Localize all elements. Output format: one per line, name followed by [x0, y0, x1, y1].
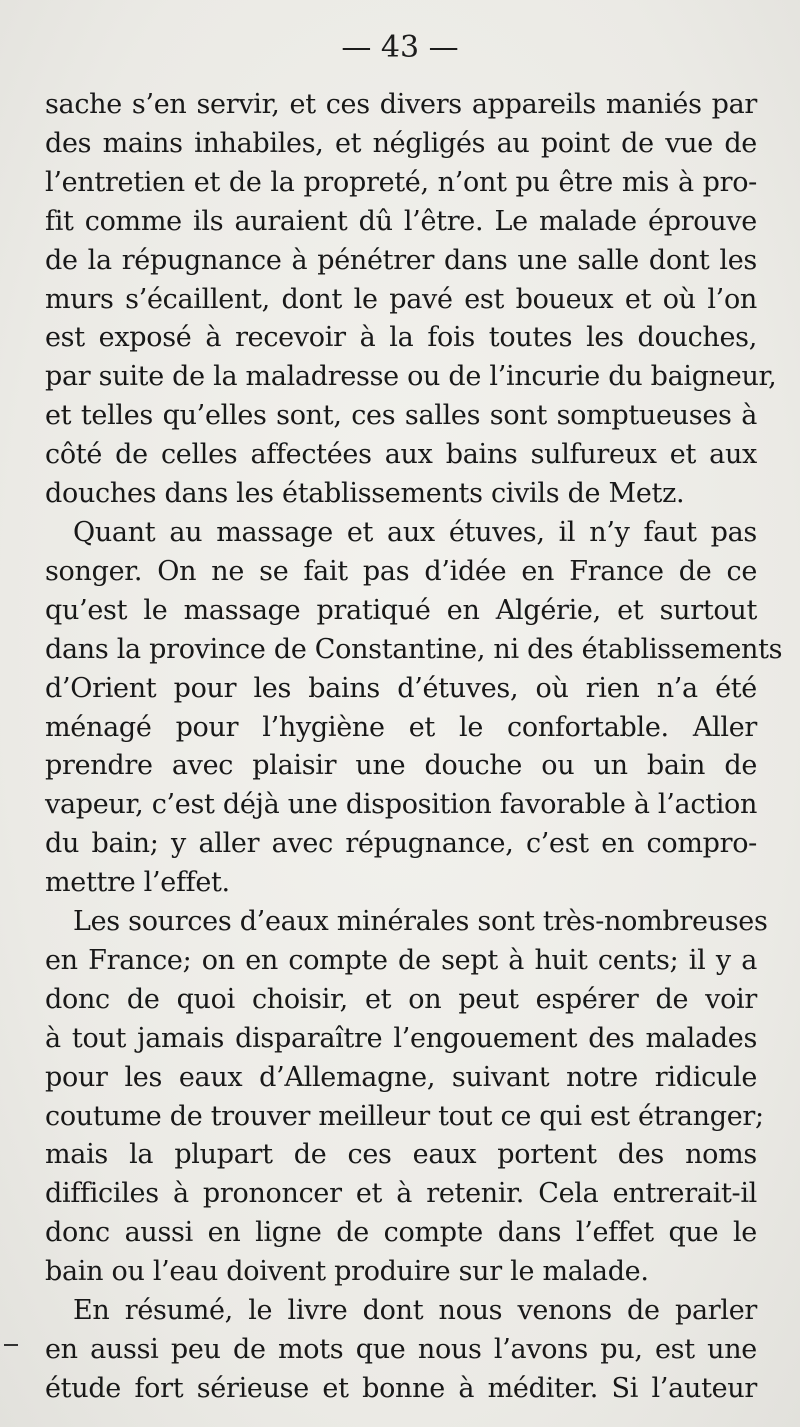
- text-line: des mains inhabiles, et négligés au point de vue de: [45, 127, 757, 159]
- text-line: du bain; y aller avec répugnance, c’est en compro-: [45, 828, 757, 860]
- text-line: douches dans les établissements civils de Metz.: [45, 478, 685, 510]
- text-line: mettre l’effet.: [45, 867, 230, 899]
- paragraph-1: [45, 86, 777, 514]
- text-line: d’Orient pour les bains d’étuves, où rien n’a été: [45, 672, 757, 704]
- text-line: Les sources d’eaux minérales sont très-nombreuses: [73, 906, 768, 938]
- text-line: pour les eaux d’Allemagne, suivant notre ridicule: [45, 1061, 757, 1093]
- paragraph-2: [45, 514, 783, 903]
- text-line: qu’est le massage pratiqué en Algérie, et surtout: [45, 594, 757, 626]
- text-line: est exposé à recevoir à la fois toutes les douches,: [45, 322, 757, 354]
- page-number: — 43 —: [341, 30, 459, 65]
- text-line: songer. On ne se fait pas d’idée en France de ce: [45, 555, 757, 587]
- text-line: En résumé, le livre dont nous venons de parler: [73, 1295, 757, 1327]
- text-line: ménagé pour l’hygiène et le confortable. Aller: [45, 711, 757, 743]
- margin-dash-mark: [4, 1344, 18, 1346]
- paragraph-3: [45, 903, 768, 1292]
- text-line: côté de celles affectées aux bains sulfureux et aux: [45, 439, 757, 471]
- text-line: bain ou l’eau doivent produire sur le malade.: [45, 1256, 649, 1288]
- text-line: en aussi peu de mots que nous l’avons pu, est une: [45, 1334, 757, 1365]
- text-line: et telles qu’elles sont, ces salles sont somptueuses à: [45, 400, 757, 432]
- text-line: mais la plupart de ces eaux portent des noms: [45, 1139, 757, 1171]
- text-line: coutume de trouver meilleur tout ce qui est étranger;: [45, 1100, 764, 1132]
- text-line: l’entretien et de la propreté, n’ont pu être mis à pro-: [45, 166, 757, 198]
- text-line: donc de quoi choisir, et on peut espérer de voir: [45, 983, 757, 1015]
- text-line: sache s’en servir, et ces divers appareils maniés par: [45, 89, 757, 120]
- text-line: par suite de la maladresse ou de l’incurie du baigneur,: [45, 361, 777, 393]
- text-line: de la répugnance à pénétrer dans une salle dont les: [45, 244, 757, 276]
- text-line: prendre avec plaisir une douche ou un bain de: [45, 750, 757, 782]
- text-line: vapeur, c’est déjà une disposition favorable à l’action: [45, 789, 758, 821]
- text-line: étude fort sérieuse et bonne à méditer. Si l’auteur: [45, 1372, 757, 1404]
- text-line: en France; on en compte de sept à huit cents; il y a: [45, 944, 757, 976]
- text-line: donc aussi en ligne de compte dans l’effet que le: [45, 1217, 757, 1249]
- text-line: Quant au massage et aux étuves, il n’y faut pas: [73, 516, 757, 548]
- text-line: fit comme ils auraient dû l’être. Le malade éprouve: [45, 205, 757, 237]
- text-line: à tout jamais disparaître l’engouement des malades: [45, 1022, 757, 1054]
- paragraph-4: [45, 1292, 757, 1409]
- text-line: difficiles à prononcer et à retenir. Cela entrerait-il: [45, 1178, 757, 1210]
- text-line: murs s’écaillent, dont le pavé est boueux et où l’on: [45, 283, 757, 315]
- text-line: dans la province de Constantine, ni des établissements: [45, 633, 783, 665]
- body-text: [45, 86, 783, 1409]
